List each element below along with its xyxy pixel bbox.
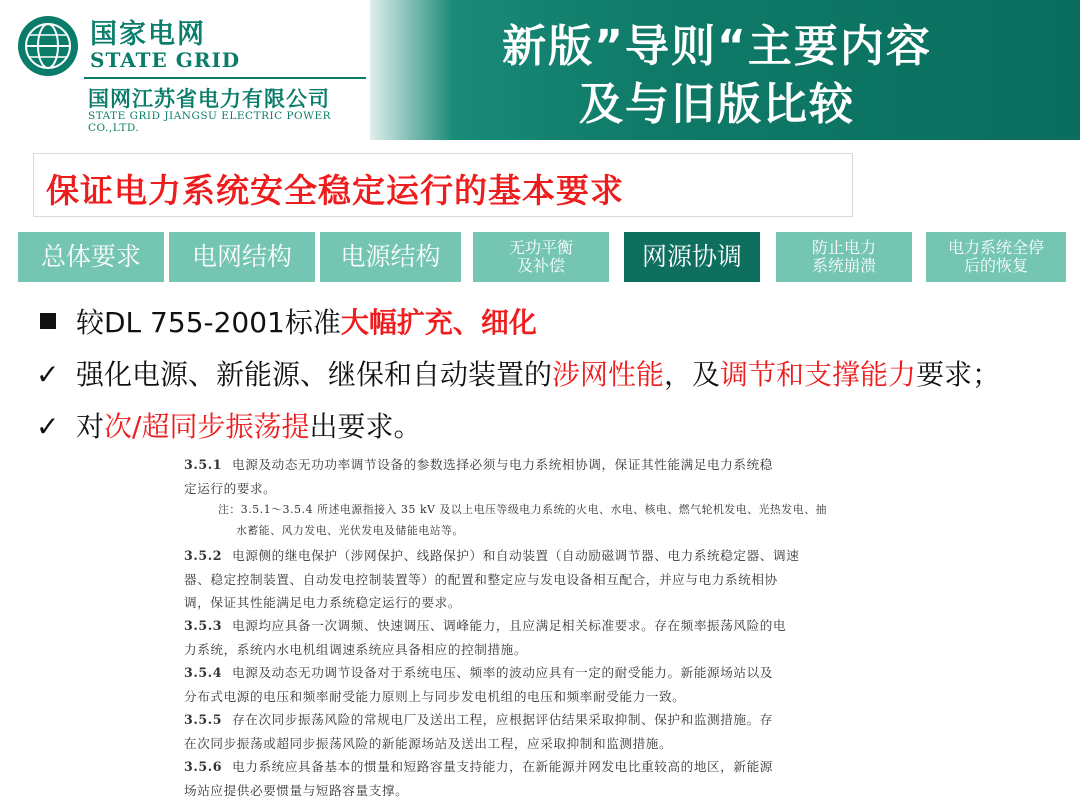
tab-label: 电网结构 bbox=[191, 241, 292, 271]
excerpt-line: 3.5.3 电源均应具备一次调频、快速调压、调峰能力，且应满足相关标准要求。存在频率振荡风险的电 bbox=[184, 618, 787, 633]
bullet-text: ，及 bbox=[664, 358, 721, 391]
slide-title-line2: 及与旧版比较 bbox=[579, 79, 855, 130]
excerpt-line: 分布式电源的电压和频率耐受能力原则上与同步发电机组的电压和频率耐受能力一致。 bbox=[184, 689, 686, 704]
bullet-text: 较DL 755-2001标准 bbox=[76, 306, 341, 339]
bullet-text: 强化电源、新能源、继保和自动装置的 bbox=[76, 358, 553, 391]
tab-label-line2: 及补偿 bbox=[516, 256, 565, 275]
bullet-highlight: 大幅扩充、细化 bbox=[340, 306, 537, 339]
excerpt-line: 3.5.4 电源及动态无功调节设备对于系统电压、频率的波动应具有一定的耐受能力。新能源场站以及 bbox=[184, 665, 774, 680]
bullet-item-3 bbox=[36, 405, 421, 445]
excerpt-note-line: 注：3.5.1～3.5.4 所述电源指接入 35 kV 及以上电压等级电力系统的火电、水电、核电、燃气轮机发电、光热发电、抽 bbox=[218, 503, 828, 516]
bullet-item-2 bbox=[36, 353, 1000, 393]
tab-power-source-structure[interactable] bbox=[320, 232, 461, 282]
excerpt-line: 定运行的要求。 bbox=[184, 481, 277, 496]
standard-excerpt bbox=[184, 448, 896, 804]
excerpt-line: 调，保证其性能满足电力系统稳定运行的要求。 bbox=[184, 595, 462, 610]
tab-label-line1: 无功平衡 bbox=[508, 237, 573, 257]
tab-label: 网源协调 bbox=[641, 241, 742, 271]
slide-title-line1: 新版”导则“主要内容 bbox=[502, 21, 932, 72]
excerpt-line: 力系统，系统内水电机组调速系统应具备相应的控制措施。 bbox=[184, 642, 528, 657]
tab-prevent-system-collapse[interactable] bbox=[776, 232, 912, 282]
brand-divider bbox=[84, 77, 366, 79]
tab-label: 总体要求 bbox=[40, 241, 141, 271]
tab-label-line1: 防止电力 bbox=[811, 237, 876, 257]
state-grid-logo-icon bbox=[16, 14, 80, 78]
bullet-text: 要求； bbox=[916, 358, 1001, 391]
square-bullet-icon bbox=[36, 306, 76, 339]
brand-name-en: STATE GRID bbox=[90, 48, 241, 72]
tab-label-line1: 电力系统全停 bbox=[947, 237, 1044, 257]
tab-grid-source-coordination[interactable] bbox=[624, 232, 760, 282]
header-banner bbox=[0, 0, 1080, 140]
tab-grid-structure[interactable] bbox=[169, 232, 315, 282]
section-heading: 保证电力系统安全稳定运行的基本要求 bbox=[46, 171, 624, 210]
tab-blackout-recovery[interactable] bbox=[926, 232, 1066, 282]
bullet-highlight: 次/超同步振荡提 bbox=[104, 410, 310, 443]
excerpt-line: 场站应提供必要惯量与短路容量支撑。 bbox=[184, 783, 409, 798]
excerpt-line: 3.5.6 电力系统应具备基本的惯量和短路容量支持能力，在新能源并网发电比重较高的地区，新能源 bbox=[184, 759, 774, 774]
excerpt-line: 3.5.1 电源及动态无功功率调节设备的参数选择必须与电力系统相协调，保证其性能满足电力系统稳 bbox=[184, 457, 774, 472]
excerpt-line: 3.5.2 电源侧的继电保护（涉网保护、线路保护）和自动装置（自动励磁调节器、电力系统稳定器、调速 bbox=[184, 548, 800, 563]
excerpt-note-line: 水蓄能、风力发电、光伏发电及储能电站等。 bbox=[236, 524, 464, 537]
section-heading-box bbox=[33, 153, 853, 217]
excerpt-line: 器、稳定控制装置、自动发电控制装置等）的配置和整定应与发电设备相互配合，并应与电力系统相协 bbox=[184, 572, 778, 587]
tab-label: 电源结构 bbox=[340, 241, 441, 271]
tab-reactive-power-balance[interactable] bbox=[473, 232, 609, 282]
tab-label-line2: 后的恢复 bbox=[963, 256, 1028, 275]
bullet-text: 对 bbox=[76, 410, 105, 443]
logo-area bbox=[0, 0, 370, 140]
tab-general-requirements[interactable] bbox=[18, 232, 164, 282]
check-icon: ✓ bbox=[36, 410, 60, 443]
company-name-cn: 国网江苏省电力有限公司 bbox=[88, 87, 330, 111]
check-icon: ✓ bbox=[36, 358, 60, 391]
tab-label-line2: 系统崩溃 bbox=[811, 256, 876, 275]
bullet-highlight: 涉网性能 bbox=[552, 358, 665, 391]
bullet-text: 出要求。 bbox=[309, 410, 422, 443]
company-name-en: STATE GRID JIANGSU ELECTRIC POWER CO.,LTD. bbox=[88, 110, 332, 134]
excerpt-line: 在次同步振荡或超同步振荡风险的新能源场站及送出工程，应采取抑制和监测措施。 bbox=[184, 736, 673, 751]
excerpt-line: 3.5.5 存在次同步振荡风险的常规电厂及送出工程，应根据评估结果采取抑制、保护和监测措施。存 bbox=[184, 712, 774, 727]
brand-name-cn: 国家电网 bbox=[90, 19, 206, 50]
bullet-highlight: 调节和支撑能力 bbox=[720, 358, 917, 391]
bullet-item-1 bbox=[36, 301, 537, 341]
